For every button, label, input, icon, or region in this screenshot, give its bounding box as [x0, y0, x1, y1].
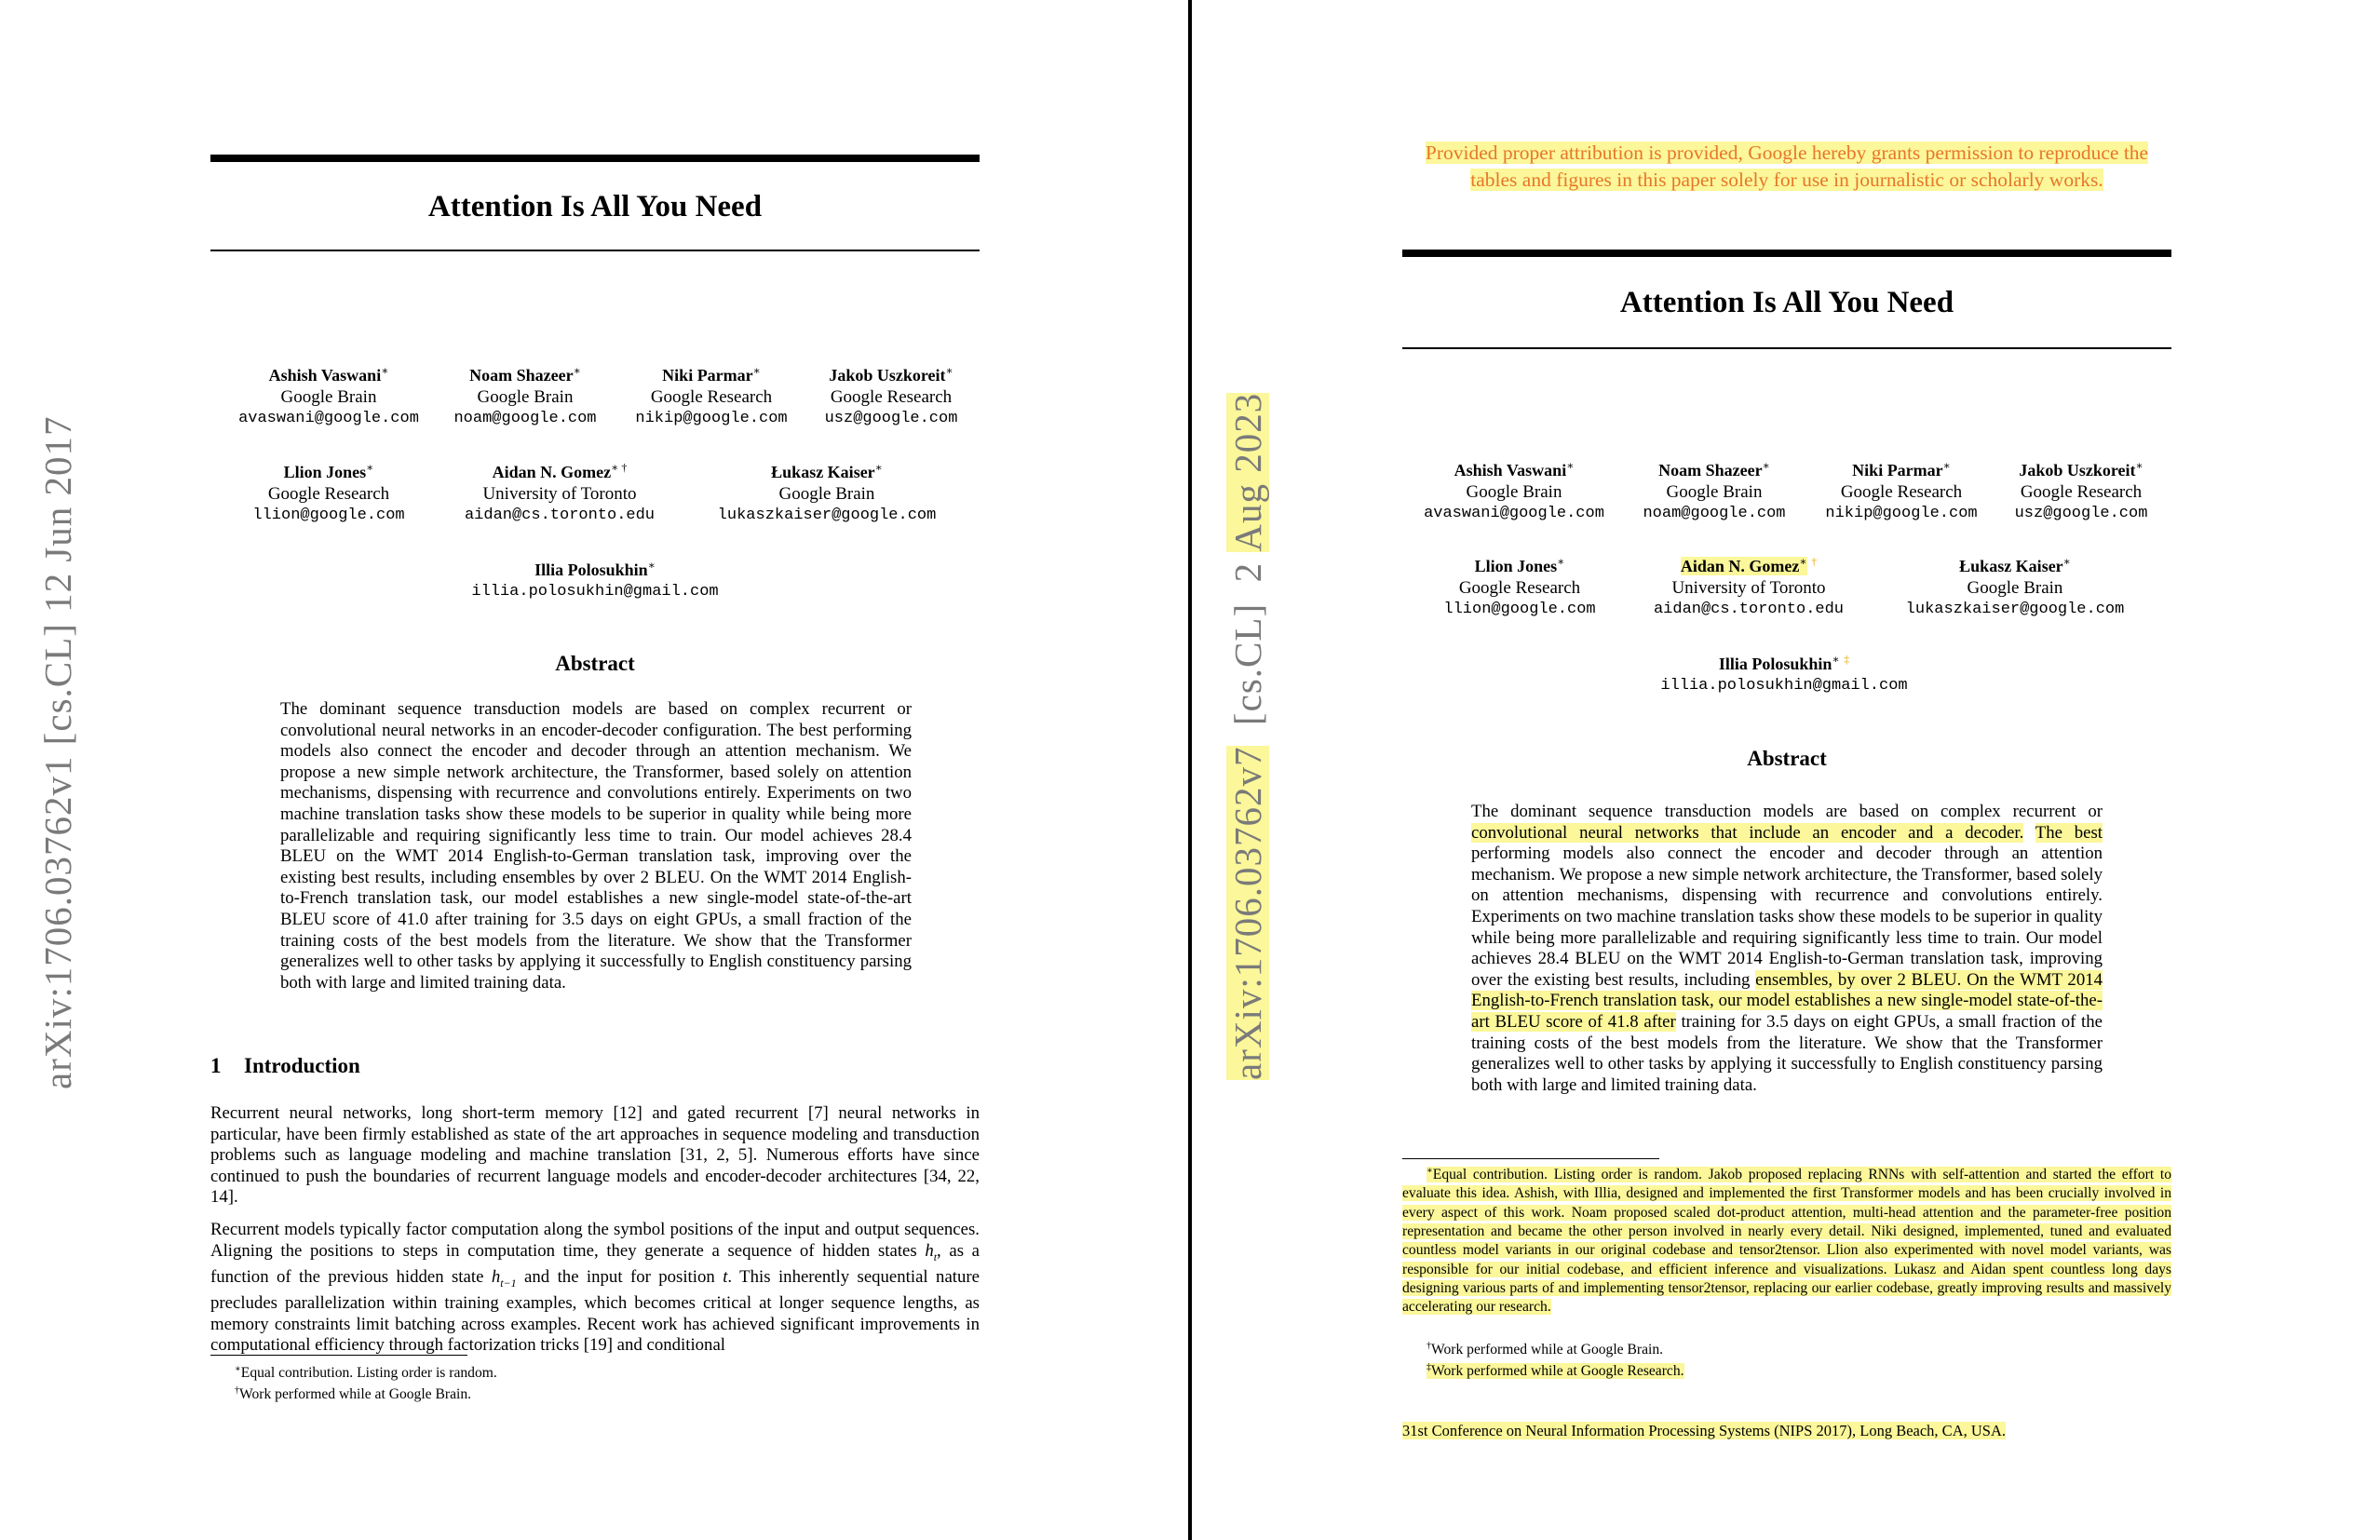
author-name: Noam Shazeer: [1658, 461, 1763, 480]
author-name: Llion Jones: [283, 463, 367, 481]
author-email[interactable]: llion@google.com: [252, 507, 405, 524]
arxiv-stamp: [1225, 393, 1270, 1080]
author-block: [1906, 551, 2125, 620]
author-email[interactable]: llion@google.com: [1443, 601, 1596, 618]
author-affiliation: Google Research: [2020, 482, 2143, 502]
author-mark: ∗: [573, 364, 581, 377]
paper-title: Attention Is All You Need: [1619, 286, 1954, 319]
author-affiliation: Google Research: [650, 387, 773, 407]
text-run: training for 3.5 days on eight GPUs, a small fraction of the training costs of the best models from the literature. We show that the Transformer generalizes well to other tasks by applying it successfully to English constituency parsing both with large and limited training data.: [1471, 1011, 2103, 1095]
author-name: Illia Polosukhin: [1718, 655, 1832, 673]
author-mark: ∗: [945, 364, 953, 377]
author-name: Ashish Vaswani: [1454, 461, 1567, 480]
highlighted-text: ensembles, by over 2 BLEU. On the WMT 2014 English-to-French translation task, our model establishes a new single-model state-of-the-art BLEU score of 41.8 after: [1471, 969, 2103, 1032]
paper-title: Attention Is All You Need: [427, 190, 763, 223]
author-email[interactable]: illia.polosukhin@gmail.com: [1660, 677, 1908, 695]
text-run: and the input for position: [516, 1266, 723, 1287]
author-name: Illia Polosukhin: [534, 561, 648, 579]
author-block: [1660, 649, 1907, 696]
author-affiliation: Google Research: [1458, 578, 1581, 598]
author-block: [238, 360, 419, 429]
section-number: 1: [210, 1054, 222, 1077]
footnote-rule: [210, 1355, 467, 1356]
author-name: Aidan N. Gomez: [492, 463, 612, 481]
highlighted-text: convolutional neural networks that include an encoder and a decoder.: [1471, 822, 2024, 843]
arxiv-day: 2: [1226, 561, 1269, 583]
author-name: Niki Parmar: [1852, 461, 1943, 480]
author-block: [825, 360, 958, 429]
abstract-heading: Abstract: [555, 652, 635, 675]
author-email[interactable]: noam@google.com: [453, 410, 597, 427]
author-mark: ∗: [366, 461, 374, 474]
author-email[interactable]: aidan@cs.toronto.edu: [464, 507, 656, 524]
author-mark: ∗: [1832, 653, 1840, 666]
arxiv-date: Aug 2023: [1226, 392, 1269, 552]
author-email[interactable]: usz@google.com: [824, 410, 958, 427]
title-top-rule: [1402, 250, 2171, 257]
author-email[interactable]: noam@google.com: [1643, 505, 1786, 522]
footnote: †Work performed while at Google Brain.: [1427, 1341, 1664, 1358]
section-title: Introduction: [244, 1054, 360, 1077]
abstract-body: [1471, 802, 2103, 1096]
author-block: [718, 457, 937, 526]
author-mark: ∗: [1566, 459, 1575, 472]
author-email[interactable]: nikip@google.com: [1825, 505, 1978, 522]
author-block: [1443, 551, 1595, 620]
footnote: ∗Equal contribution. Listing order is random.: [235, 1364, 497, 1382]
author-affiliation: Google Brain: [280, 387, 377, 407]
author-block: [2015, 455, 2148, 524]
intro-paragraph-2: [210, 1220, 980, 1357]
author-block: [635, 360, 787, 429]
author-email[interactable]: lukaszkaiser@google.com: [717, 507, 937, 524]
footnote: ‡Work performed while at Google Research.: [1427, 1362, 1684, 1380]
author-mark: ∗ †: [611, 461, 628, 474]
author-mark: ∗: [874, 461, 883, 474]
venue-line: 31st Conference on Neural Information Processing Systems (NIPS 2017), Long Beach, CA, USA.: [1402, 1422, 2006, 1439]
paper-page-v7: [1192, 0, 2380, 1540]
text-run: The dominant sequence transduction models are based on complex recurrent or: [1471, 802, 2103, 821]
author-name: Llion Jones: [1474, 557, 1558, 575]
author-name: Łukasz Kaiser: [1959, 557, 2063, 575]
author-affiliation: Google Brain: [1466, 482, 1562, 502]
arxiv-category: [cs.CL]: [1226, 602, 1269, 725]
author-mark: ∗: [752, 364, 761, 377]
author-mark: ∗: [381, 364, 389, 377]
author-email[interactable]: aidan@cs.toronto.edu: [1653, 601, 1845, 618]
author-affiliation: Google Research: [830, 387, 953, 407]
paper-page-v1: [0, 0, 1188, 1540]
author-name: Niki Parmar: [662, 366, 753, 385]
author-email[interactable]: avaswani@google.com: [238, 410, 419, 427]
author-block: [1825, 455, 1977, 524]
author-block: [1654, 551, 1844, 620]
math-ht: $h_t$: [925, 1240, 938, 1263]
author-email[interactable]: avaswani@google.com: [1424, 505, 1604, 522]
title-bottom-rule: [210, 250, 980, 251]
author-name: Noam Shazeer: [469, 366, 574, 385]
author-affiliation: University of Toronto: [1671, 578, 1826, 598]
author-mark: ∗: [2135, 459, 2143, 472]
author-mark: †: [1811, 555, 1818, 568]
author-mark: ∗: [1557, 555, 1565, 568]
author-name: Jakob Uszkoreit: [2019, 461, 2136, 480]
highlighted-text: The best: [2035, 822, 2103, 843]
title-bottom-rule: [1402, 347, 2171, 349]
author-mark: ∗: [1762, 459, 1770, 472]
author-mark: ∗: [1942, 459, 1951, 472]
intro-paragraph-1: Recurrent neural networks, long short-term memory [12] and gated recurrent [7] neural networks in particular, have been firmly established as state of the art approaches in sequence modeling and transduction problems such as language modeling and machine translation [31, 2, 5]. Numerous efforts have since continued to push the boundaries of recurrent language models and encoder-decoder architectures [34, 22, 14].: [210, 1103, 980, 1208]
author-name: Łukasz Kaiser: [771, 463, 875, 481]
author-affiliation: Google Brain: [778, 484, 875, 504]
footnote-rule: [1402, 1158, 1659, 1159]
text-run: . This inherently sequential nature precludes parallelization within training examples, which becomes critical at longer sequence lengths, as memory constraints limit batching across examples. Recent work has achieved significant improvements in computational efficiency through factorization tricks [19] and conditional: [210, 1266, 980, 1356]
arxiv-stamp: arXiv:1706.03762v1 [cs.CL] 12 Jun 2017: [36, 415, 79, 1089]
author-block: [252, 457, 404, 526]
author-mark: ∗: [2062, 555, 2071, 568]
author-mark: ‡: [1844, 653, 1850, 666]
author-name: Ashish Vaswani: [268, 366, 382, 385]
author-block: [465, 457, 655, 526]
author-email[interactable]: nikip@google.com: [635, 410, 788, 427]
author-affiliation: University of Toronto: [482, 484, 637, 504]
footnote: †Work performed while at Google Brain.: [235, 1385, 472, 1403]
footnote: ∗Equal contribution. Listing order is random. Jakob proposed replacing RNNs with self-attention and started the effort to evaluate this idea. Ashish, with Illia, designed and implemented the first Transformer models and has been crucially involved in every aspect of this work. Noam proposed scaled dot-product attention, multi-head attention and the parameter-free position representation and became the other person involved in nearly every detail. Niki designed, implemented, tuned and evaluated countless model variants in our original codebase and tensor2tensor. Llion also experimented with novel model variants, was responsible for our initial codebase, and efficient inference and visualizations. Lukasz and Aidan spent countless long days designing various parts of and implementing tensor2tensor, replacing our earlier codebase, greatly improving results and massively accelerating our research.: [1402, 1166, 2171, 1316]
permission-notice: Provided proper attribution is provided, Google hereby grants permission to reproduce the tables and figures in this paper solely for use in journalistic or scholarly works.: [1425, 142, 2149, 191]
author-email[interactable]: lukaszkaiser@google.com: [1905, 601, 2125, 618]
author-affiliation: Google Brain: [1967, 578, 2063, 598]
author-block: [471, 555, 718, 602]
abstract-heading: Abstract: [1747, 747, 1827, 770]
title-top-rule: [210, 155, 980, 162]
author-name: Aidan N. Gomez: [1680, 557, 1800, 575]
text-run: Recurrent models typically factor computation along the symbol positions of the input and output sequences. Aligning the positions to steps in computation time, they generate a sequence of hidden states: [210, 1220, 980, 1261]
author-block: [453, 360, 596, 429]
author-mark: ∗: [647, 559, 656, 572]
author-affiliation: Google Research: [267, 484, 390, 504]
math-t: t: [723, 1266, 728, 1287]
author-block: [1643, 455, 1785, 524]
author-block: [1424, 455, 1604, 524]
author-affiliation: Google Brain: [477, 387, 574, 407]
section-heading: [210, 1054, 360, 1078]
text-run: performing models also connect the encoder and decoder through an attention mechanism. We propose a new simple network architecture, the Transformer, based solely on attention mechanisms, dispensing with recurrence and convolutions entirely. Experiments on two machine translation tasks show these models to be superior in quality while being more parallelizable and requiring significantly less time to train. Our model achieves 28.4 BLEU on the WMT 2014 English-to-German translation task, improving over the existing best results, including: [1471, 844, 2103, 990]
author-name: Jakob Uszkoreit: [829, 366, 946, 385]
author-mark: ∗: [1799, 555, 1807, 568]
author-affiliation: Google Research: [1840, 482, 1963, 502]
author-affiliation: Google Brain: [1666, 482, 1763, 502]
author-email[interactable]: illia.polosukhin@gmail.com: [471, 583, 719, 601]
arxiv-id: arXiv:1706.03762v7: [1226, 746, 1269, 1080]
text-run: , as a function of the previous hidden state: [210, 1240, 980, 1287]
abstract-body: The dominant sequence transduction models are based on complex recurrent or convolutional neural networks in an encoder-decoder configuration. The best performing models also connect the encoder and decoder through an attention mechanism. We propose a new simple network architecture, the Transformer, based solely on attention mechanisms, dispensing with recurrence and convolutions entirely. Experiments on two machine translation tasks show these models to be superior in quality while being more parallelizable and requiring significantly less time to train. Our model achieves 28.4 BLEU on the WMT 2014 English-to-German translation task, improving over the existing best results, including ensembles by over 2 BLEU. On the WMT 2014 English-to-French translation task, our model establishes a new single-model state-of-the-art BLEU score of 41.0 after training for 3.5 days on eight GPUs, a small fraction of the training costs of the best models from the literature. We show that the Transformer generalizes well to other tasks by applying it successfully to English constituency parsing both with large and limited training data.: [280, 699, 912, 993]
math-ht-1: $h_{t-1}$: [491, 1266, 517, 1290]
author-email[interactable]: usz@google.com: [2014, 505, 2148, 522]
